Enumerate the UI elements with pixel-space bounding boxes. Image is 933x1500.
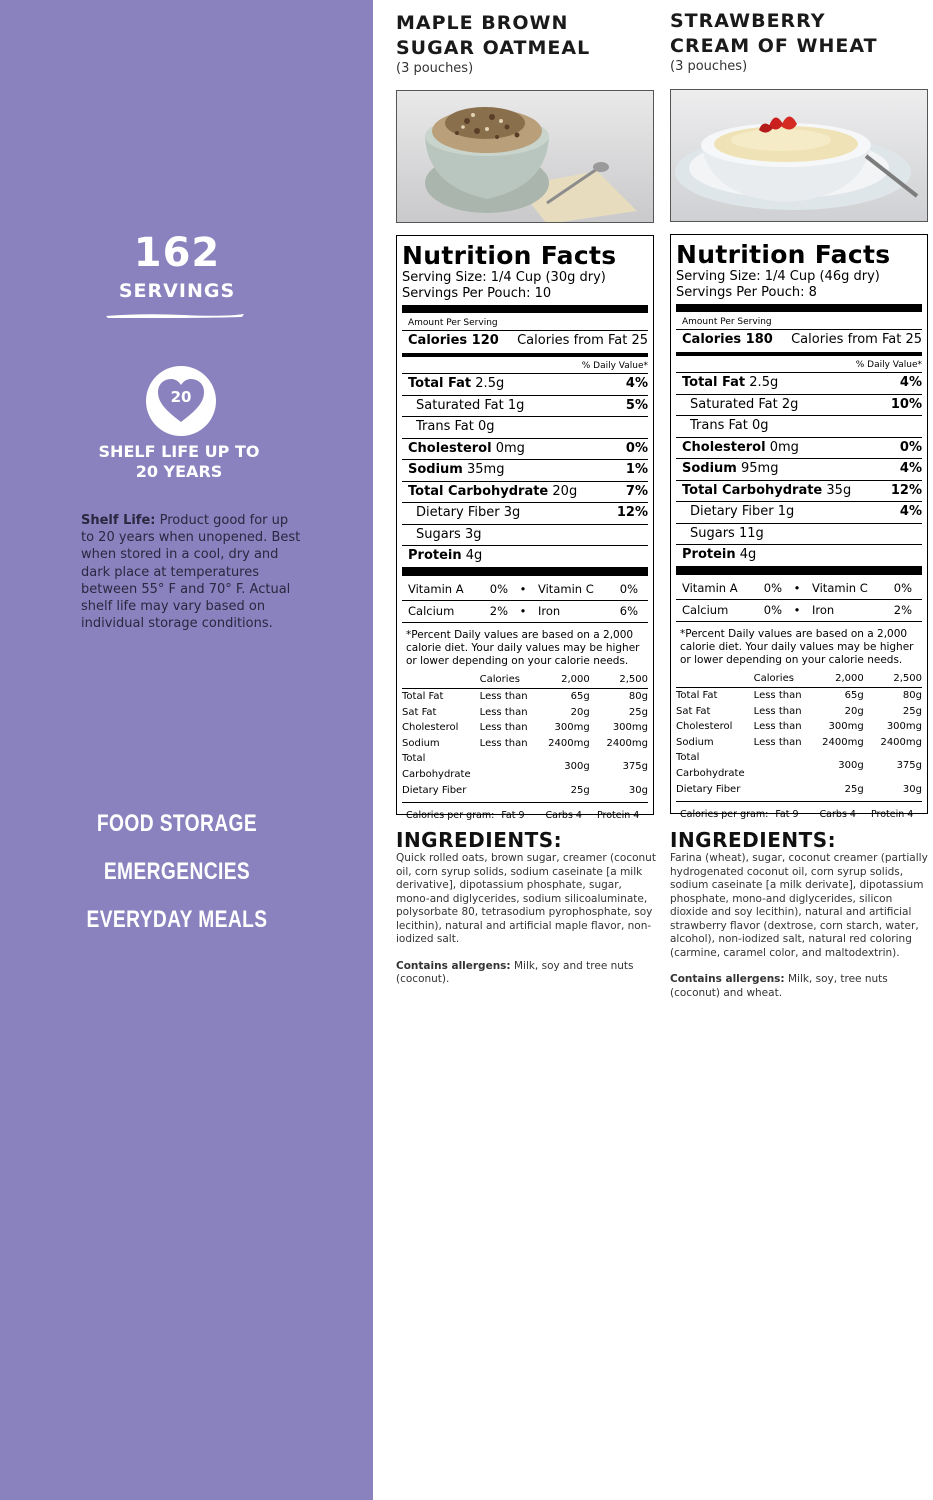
table-cell <box>402 672 480 689</box>
table-cell: 80g <box>628 691 648 703</box>
table-cell: Total Fat <box>676 690 718 702</box>
table-cell: Less than <box>479 722 528 734</box>
daily-value-table-row <box>402 783 648 799</box>
calories-per-gram <box>676 801 922 820</box>
nutrient-name <box>416 503 520 524</box>
table-cell: Less than <box>753 721 802 733</box>
nutrient-rows <box>676 373 922 567</box>
table-cell: Less than <box>753 690 802 702</box>
nutrient-row <box>402 482 648 504</box>
sidebar <box>0 0 373 1500</box>
vitamin-a-label: Vitamin A <box>408 581 464 596</box>
table-cell: Sodium <box>676 736 714 748</box>
nutrient-row <box>402 503 648 525</box>
nutrient-name <box>416 396 524 417</box>
nutrition-facts-label <box>670 234 928 821</box>
nutrient-amount: 35mg <box>462 462 505 477</box>
nutrient-amount: 2.5g <box>745 375 779 390</box>
table-cell: 2400mg <box>880 736 922 748</box>
calories-per-gram-label: Calories per gram: <box>406 810 495 822</box>
nutrient-amount: 0mg <box>765 439 799 455</box>
table-cell: Calories <box>480 672 543 689</box>
vitamin-c-label: Vitamin C <box>812 580 868 595</box>
table-cell: Sat Fat <box>676 705 711 717</box>
shelf-life-label: Shelf Life: <box>81 513 156 528</box>
product-title-line-1: STRAWBERRY <box>670 10 826 32</box>
table-cell: 2400mg <box>822 736 864 748</box>
vitamin-a-dv: 0% <box>763 580 782 595</box>
table-cell: Cholesterol <box>402 722 459 734</box>
nutrient-amount: 3g <box>460 526 482 542</box>
calcium-label: Calcium <box>408 603 455 618</box>
bullet: • <box>519 603 527 618</box>
shelf-life-description <box>81 512 303 632</box>
mineral-row <box>676 600 922 622</box>
table-cell: 300mg <box>886 721 922 733</box>
table-cell: 300mg <box>828 721 864 733</box>
shelf-life-title-line-2: 20 YEARS <box>135 462 223 481</box>
nutrient-name <box>690 395 798 416</box>
bullet: • <box>519 581 527 596</box>
table-cell: Less than <box>753 705 802 717</box>
table-cell: 300g <box>564 761 590 773</box>
nutrient-row <box>676 502 922 524</box>
table-cell: 25g <box>902 705 922 717</box>
nutrient-label: Saturated Fat <box>416 397 504 413</box>
nutrient-row <box>402 417 648 439</box>
table-cell: 375g <box>896 760 922 772</box>
product-title <box>396 11 656 61</box>
daily-value-table <box>402 672 648 798</box>
table-cell <box>676 671 754 688</box>
daily-value-table-row <box>676 750 922 781</box>
nutrient-amount: 0g <box>747 418 769 433</box>
nutrient-amount: 20g <box>548 483 578 499</box>
calories-per-gram-label: Calories per gram: <box>680 809 769 821</box>
daily-value-note: *Percent Daily values are based on a 2,000 calorie diet. Your daily values may be higher or lower depending on your calorie needs. <box>680 627 914 666</box>
nutrient-daily-value: 5% <box>625 397 648 413</box>
nutrient-row <box>402 546 648 568</box>
nutrient-daily-value: 7% <box>625 483 648 499</box>
nutrient-daily-value: 0% <box>899 439 922 455</box>
nutrient-name <box>690 416 769 437</box>
nutrient-label: Protein <box>408 548 462 563</box>
nutrient-amount: 2.5g <box>471 376 505 391</box>
nutrient-row <box>402 525 648 547</box>
calories-per-gram <box>402 802 648 821</box>
table-cell <box>480 783 543 799</box>
tagline-everyday-meals: EVERYDAY MEALS <box>86 906 268 933</box>
nutrient-row <box>676 481 922 503</box>
allergens-label: Contains allergens: <box>396 959 511 972</box>
divider <box>676 567 922 575</box>
table-cell: 300mg <box>612 722 648 734</box>
calcium-label: Calcium <box>682 602 729 617</box>
daily-value-table-header <box>676 671 922 688</box>
per-gram-protein: Protein 4 <box>596 810 640 822</box>
nutrient-name <box>408 546 482 567</box>
vitamin-a-label: Vitamin A <box>682 580 738 595</box>
calories: Calories 120 <box>408 333 499 348</box>
daily-value-table-row <box>676 704 922 720</box>
nutrition-facts-heading: Nutrition Facts <box>676 240 891 269</box>
nutrient-name <box>408 374 504 395</box>
table-cell: Less than <box>479 737 528 749</box>
cream-of-wheat-bowl-photo <box>670 89 928 222</box>
nutrient-label: Dietary Fiber <box>416 505 500 520</box>
amount-per-serving: Amount Per Serving <box>682 317 772 327</box>
table-cell: Less than <box>479 691 528 703</box>
nutrient-daily-value: 4% <box>899 504 922 519</box>
table-cell: Total Carbohydrate <box>402 753 471 781</box>
ingredients-title: INGREDIENTS: <box>670 828 837 852</box>
per-gram-carbs: Carbs 4 <box>819 809 856 821</box>
calories-row <box>402 331 648 351</box>
nutrient-amount: 0mg <box>491 440 525 456</box>
nutrient-label: Trans Fat <box>690 418 748 433</box>
daily-value-table-row <box>676 782 922 798</box>
nutrient-label: Dietary Fiber <box>690 504 774 519</box>
nutrient-label: Sugars <box>690 525 735 541</box>
daily-value-table-row <box>402 736 648 752</box>
oatmeal-bowl-photo <box>396 90 654 223</box>
table-cell: 2,500 <box>590 672 648 689</box>
serving-size: Serving Size: 1/4 Cup (46g dry) <box>676 269 880 284</box>
table-cell: 25g <box>570 784 590 796</box>
table-cell: 65g <box>844 690 864 702</box>
table-cell: 2,500 <box>864 671 922 688</box>
per-gram-fat: Fat 9 <box>501 810 525 822</box>
nutrient-daily-value: 4% <box>625 376 648 391</box>
nutrient-name <box>690 502 794 523</box>
nutrient-row <box>676 459 922 481</box>
ingredients-text: Quick rolled oats, brown sugar, creamer (coconut oil, corn syrup solids, sodium caseinate [a milk derivative], dipotassium phosphate, sugar, mono-and diglycerides, sodium silicoaluminate, polysorbate 80, tetrasodium pyrophosphate, soy lecithin), natural and artificial maple flavor, non-iodized salt. <box>396 852 656 945</box>
nutrient-rows <box>402 374 648 568</box>
nutrient-label: Cholesterol <box>682 439 766 455</box>
nutrient-label: Total Carbohydrate <box>682 482 823 498</box>
nutrient-daily-value: 1% <box>625 462 648 477</box>
daily-value-note: *Percent Daily values are based on a 2,000 calorie diet. Your daily values may be higher or lower depending on your calorie needs. <box>406 628 640 667</box>
nutrient-daily-value: 4% <box>899 461 922 476</box>
nutrient-daily-value: 12% <box>890 482 922 498</box>
serving-size: Serving Size: 1/4 Cup (30g dry) <box>402 270 606 285</box>
nutrition-facts-heading: Nutrition Facts <box>402 241 617 270</box>
table-cell: Calories <box>754 671 817 688</box>
table-cell: Total Fat <box>402 691 444 703</box>
table-cell: 375g <box>622 761 648 773</box>
table-cell: Dietary Fiber <box>402 784 467 796</box>
nutrient-name <box>408 482 577 503</box>
nutrient-label: Total Fat <box>682 375 746 390</box>
table-cell: Dietary Fiber <box>676 783 741 795</box>
nutrient-amount: 11g <box>734 525 764 541</box>
vitamin-a-dv: 0% <box>489 581 508 596</box>
table-cell: 2,000 <box>542 672 589 689</box>
nutrient-amount: 35g <box>822 482 852 498</box>
nutrient-amount: 1g <box>773 504 795 519</box>
bullet: • <box>793 602 801 617</box>
nutrient-amount: 3g <box>499 505 521 520</box>
product-quantity: (3 pouches) <box>670 59 748 74</box>
nutrient-row <box>676 416 922 438</box>
product-strawberry-cream-of-wheat <box>670 0 930 999</box>
allergens-label: Contains allergens: <box>670 973 785 985</box>
calories-from-fat: Calories from Fat 25 <box>517 333 648 348</box>
vitamin-c-dv: 0% <box>893 580 912 595</box>
nutrient-name <box>408 439 525 460</box>
nutrition-facts-label <box>396 235 654 822</box>
nutrient-label: Saturated Fat <box>690 396 778 412</box>
product-title-line-2: SUGAR OATMEAL <box>396 37 591 59</box>
per-gram-carbs: Carbs 4 <box>545 810 582 822</box>
ingredients-section <box>670 828 932 1000</box>
vitamin-c-dv: 0% <box>619 581 638 596</box>
daily-value-header: % Daily Value* <box>402 359 648 374</box>
nutrient-row <box>676 373 922 395</box>
daily-value-table <box>676 671 922 797</box>
shelf-life-years: 20 <box>170 388 192 406</box>
table-cell: Sodium <box>402 737 440 749</box>
nutrient-row <box>402 374 648 396</box>
divider <box>676 352 922 356</box>
table-cell <box>754 750 817 781</box>
servings-label: SERVINGS <box>118 280 236 302</box>
calcium-dv: 2% <box>489 603 508 618</box>
table-cell: 80g <box>902 690 922 702</box>
table-cell: Less than <box>753 736 802 748</box>
nutrient-amount: 2g <box>777 396 799 412</box>
nutrient-name <box>408 460 504 481</box>
nutrient-amount: 95mg <box>736 461 779 476</box>
ingredients-section <box>396 828 658 987</box>
table-cell: 30g <box>628 784 648 796</box>
nutrient-name <box>682 481 851 502</box>
amount-per-serving: Amount Per Serving <box>408 318 498 328</box>
calories: Calories 180 <box>682 332 773 347</box>
nutrient-daily-value: 12% <box>616 505 648 520</box>
table-cell: Sat Fat <box>402 706 437 718</box>
brush-stroke-divider <box>104 310 246 320</box>
calories-from-fat: Calories from Fat 25 <box>791 332 922 347</box>
nutrient-label: Trans Fat <box>416 419 474 434</box>
table-cell: 2400mg <box>606 737 648 749</box>
daily-value-table-row <box>402 720 648 736</box>
mineral-row <box>402 601 648 623</box>
product-maple-oatmeal <box>396 0 656 985</box>
table-cell: 300g <box>838 760 864 772</box>
servings-per-pouch: Servings Per Pouch: 8 <box>676 285 817 300</box>
table-cell: Cholesterol <box>676 721 733 733</box>
table-cell: Less than <box>479 706 528 718</box>
per-gram-fat: Fat 9 <box>775 809 799 821</box>
daily-value-table-row <box>676 719 922 735</box>
divider <box>402 568 648 576</box>
nutrient-name <box>682 545 756 566</box>
table-cell: 25g <box>844 783 864 795</box>
iron-label: Iron <box>538 603 561 618</box>
daily-value-table-row <box>402 689 648 705</box>
nutrient-label: Sodium <box>682 461 737 476</box>
nutrient-label: Sugars <box>416 526 461 542</box>
nutrient-row <box>676 438 922 460</box>
nutrient-name <box>416 525 481 546</box>
ingredients-text: Farina (wheat), sugar, coconut creamer (partially hydrogenated coconut oil, corn syrup solids, sodium caseinate [a milk derivate], dipotassium phosphate, mono-and diglycerides, silicon dioxide and soy lecithin), natural and artificial strawberry flavor (dextrose, corn starch, water, alcohol), non-iodized salt, natural red coloring (carmine, caramel color, and maltodextrin). <box>670 852 928 959</box>
calcium-dv: 0% <box>763 602 782 617</box>
ingredients-title: INGREDIENTS: <box>396 828 563 852</box>
vitamin-row <box>402 579 648 601</box>
nutrient-label: Total Fat <box>408 376 472 391</box>
shelf-life-title <box>0 442 358 482</box>
tagline-emergencies: EMERGENCIES <box>103 858 251 885</box>
servings-count: 162 <box>133 230 221 276</box>
table-cell: Total Carbohydrate <box>676 752 745 780</box>
daily-value-table-row <box>676 688 922 704</box>
nutrient-daily-value: 4% <box>899 375 922 390</box>
allergens <box>396 960 658 987</box>
nutrient-daily-value: 10% <box>890 396 922 412</box>
nutrient-amount: 4g <box>461 548 483 563</box>
vitamin-row <box>676 578 922 600</box>
daily-value-header: % Daily Value* <box>676 358 922 373</box>
nutrient-name <box>682 373 778 394</box>
table-cell: 2,000 <box>816 671 863 688</box>
bullet: • <box>793 580 801 595</box>
daily-value-table-row <box>402 751 648 782</box>
nutrient-row <box>402 460 648 482</box>
nutrient-amount: 1g <box>503 397 525 413</box>
nutrient-row <box>676 545 922 567</box>
servings-per-pouch: Servings Per Pouch: 10 <box>402 286 552 301</box>
table-cell <box>754 782 817 798</box>
per-gram-protein: Protein 4 <box>870 809 914 821</box>
allergens <box>670 973 932 1000</box>
table-cell: 30g <box>902 783 922 795</box>
shelf-life-badge <box>146 366 216 436</box>
calories-row <box>676 330 922 350</box>
nutrient-row <box>402 396 648 418</box>
iron-dv: 6% <box>619 603 638 618</box>
daily-value-table-row <box>402 705 648 721</box>
product-title-line-2: CREAM OF WHEAT <box>670 35 878 57</box>
nutrient-name <box>416 417 495 438</box>
nutrient-amount: 0g <box>473 419 495 434</box>
divider <box>402 353 648 357</box>
vitamin-c-label: Vitamin C <box>538 581 594 596</box>
divider <box>402 305 648 313</box>
iron-label: Iron <box>812 602 835 617</box>
nutrient-name <box>682 438 799 459</box>
shelf-life-text: Product good for up to 20 years when unopened. Best when stored in a cool, dry and dark place at temperatures between 55° F and 70° F. Actual shelf life may vary based on individual storage conditions. <box>81 513 301 632</box>
table-cell: 20g <box>844 705 864 717</box>
table-cell: 300mg <box>554 722 590 734</box>
nutrient-label: Sodium <box>408 462 463 477</box>
shelf-life-title-line-1: SHELF LIFE UP TO <box>98 442 260 461</box>
nutrient-row <box>676 524 922 546</box>
nutrient-daily-value: 0% <box>625 440 648 456</box>
product-quantity: (3 pouches) <box>396 61 474 76</box>
allergens-text: Milk, soy, tree nuts (coconut) and wheat. <box>670 973 888 999</box>
table-cell: 25g <box>628 706 648 718</box>
product-title <box>670 9 930 59</box>
daily-value-table-row <box>676 735 922 751</box>
table-cell: 65g <box>570 691 590 703</box>
table-cell: 20g <box>570 706 590 718</box>
nutrient-label: Protein <box>682 547 736 562</box>
tagline-food-storage: FOOD STORAGE <box>96 810 258 837</box>
nutrient-row <box>402 439 648 461</box>
nutrient-amount: 4g <box>735 547 757 562</box>
nutrient-label: Total Carbohydrate <box>408 483 549 499</box>
table-cell <box>480 751 543 782</box>
iron-dv: 2% <box>893 602 912 617</box>
allergens-text: Milk, soy and tree nuts (coconut). <box>396 959 634 985</box>
nutrient-row <box>676 395 922 417</box>
daily-value-table-header <box>402 672 648 689</box>
nutrient-label: Cholesterol <box>408 440 492 456</box>
nutrient-name <box>682 459 778 480</box>
table-cell: 2400mg <box>548 737 590 749</box>
product-title-line-1: MAPLE BROWN <box>396 12 569 34</box>
divider <box>676 304 922 312</box>
nutrient-name <box>690 524 764 545</box>
